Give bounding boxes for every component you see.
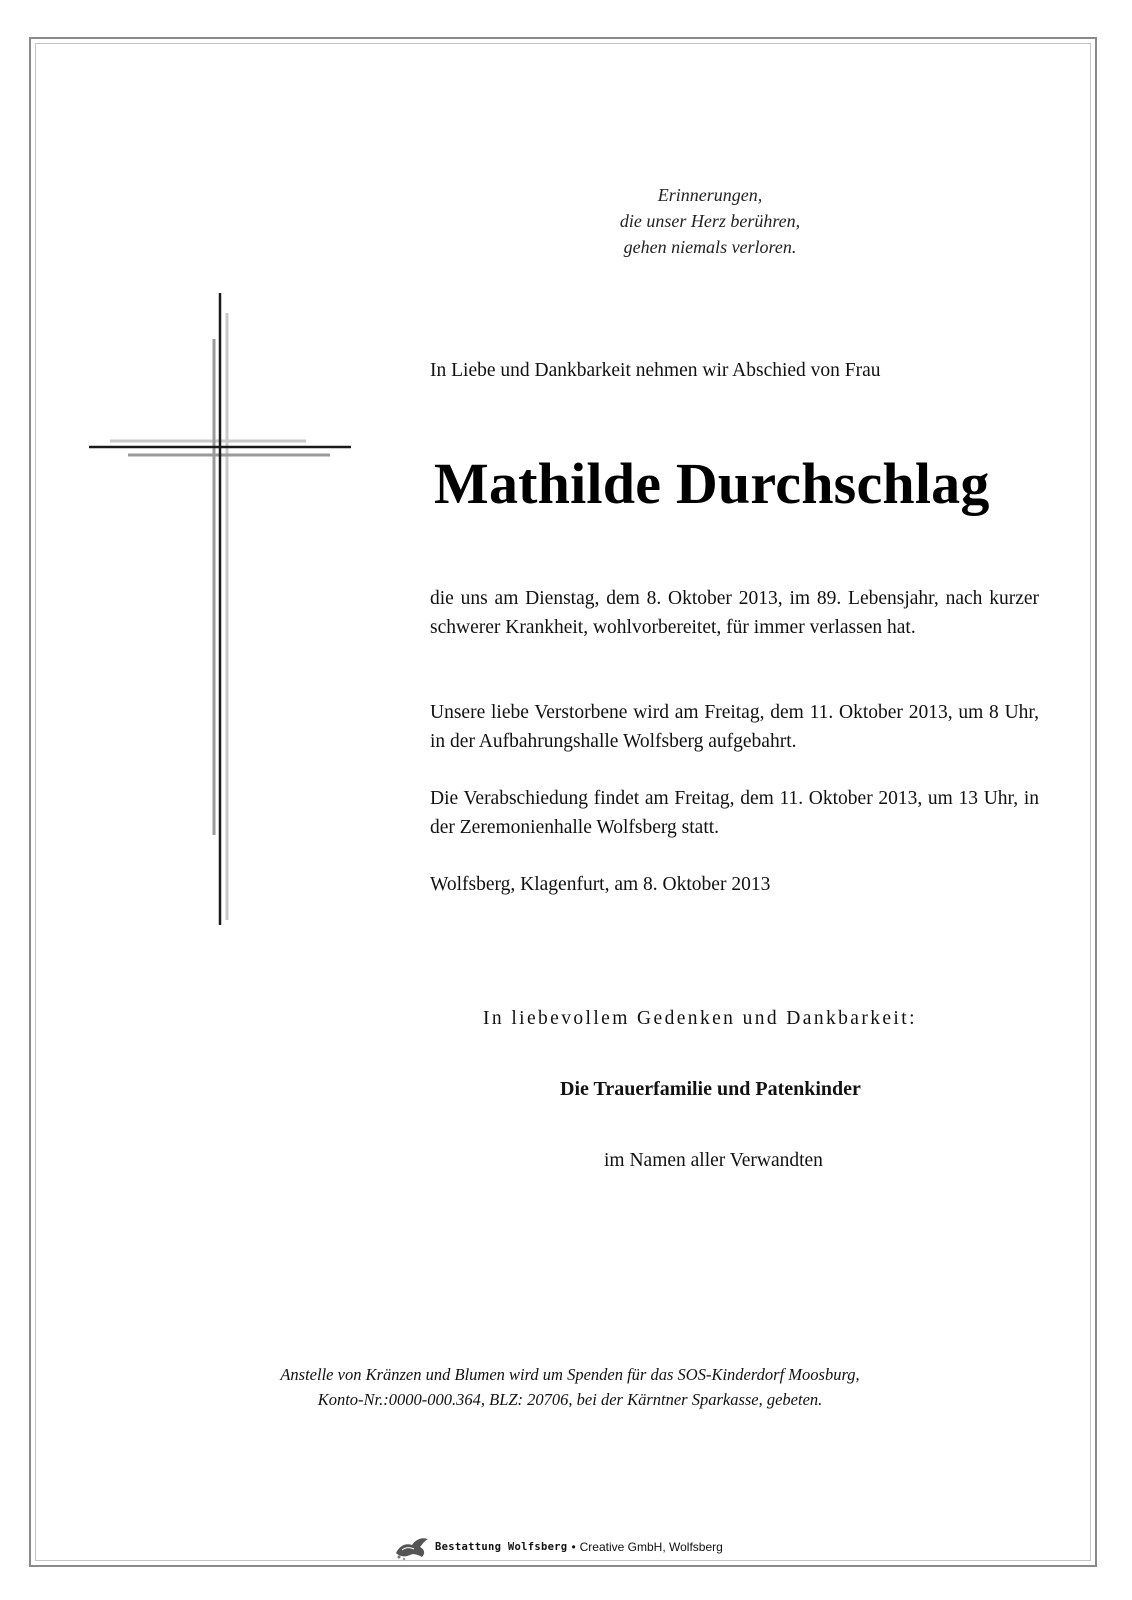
footer-imprint xyxy=(392,1533,723,1561)
quote-line: Erinnerungen, xyxy=(657,185,763,205)
place-date: Wolfsberg, Klagenfurt, am 8. Oktober 2013 xyxy=(430,874,771,895)
dove-logo-icon xyxy=(392,1533,432,1561)
viewing-paragraph: Unsere liebe Verstorbene wird am Freitag, dem 11. Oktober 2013, um 8 Uhr, in der Aufbahrungshalle Wolfsberg aufgebahrt. xyxy=(430,702,1039,752)
relatives-line: im Namen aller Verwandten xyxy=(604,1150,823,1171)
deceased-name: Mathilde Durchschlag xyxy=(434,451,990,516)
memorial-line: In liebevollem Gedenken und Dankbarkeit: xyxy=(483,1008,917,1029)
donation-line: Konto-Nr.:0000-000.364, BLZ: 20706, bei der Kärntner Sparkasse, gebeten. xyxy=(317,1390,823,1409)
donation-note xyxy=(180,1362,960,1412)
footer-separator: • xyxy=(571,1540,576,1554)
quote-line: gehen niemals verloren. xyxy=(623,237,797,257)
footer-brand: Bestattung Wolfsberg xyxy=(435,1541,568,1553)
farewell-paragraph: Die Verabschiedung findet am Freitag, dem 11. Oktober 2013, um 13 Uhr, in der Zeremonienhalle Wolfsberg statt. xyxy=(430,788,1039,838)
footer-company: Creative GmbH, Wolfsberg xyxy=(579,1540,723,1554)
family-signature: Die Trauerfamilie und Patenkinder xyxy=(560,1078,861,1100)
donation-line: Anstelle von Kränzen und Blumen wird um Spenden für das SOS-Kinderdorf Moosburg, xyxy=(280,1365,860,1384)
death-paragraph: die uns am Dienstag, dem 8. Oktober 2013, im 89. Lebensjahr, nach kurzer schwerer Krankheit, wohlvorbereitet, für immer verlassen hat. xyxy=(430,588,1039,638)
intro-text: In Liebe und Dankbarkeit nehmen wir Abschied von Frau xyxy=(430,360,881,381)
quote-line: die unser Herz berühren, xyxy=(619,211,801,231)
